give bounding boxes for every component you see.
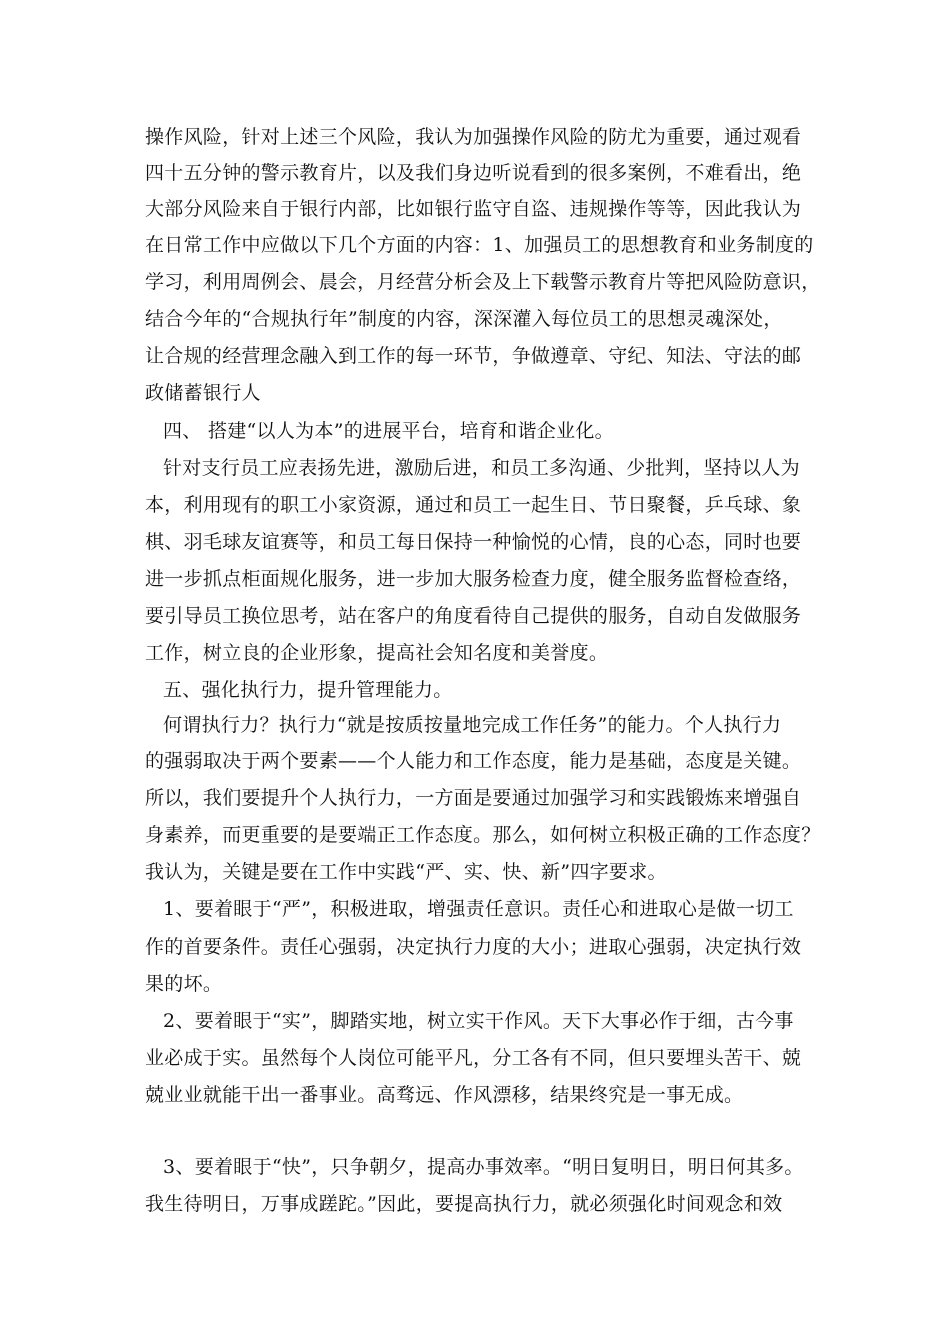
text-line: 政储蓄银行人 — [145, 382, 261, 404]
text-line: 操作风险，针对上述三个风险，我认为加强操作风险的防尤为重要，通过观看 — [145, 126, 802, 148]
text-line: 我生待明日，万事成蹉跎。”因此，要提高执行力，就必须强化时间观念和效 — [145, 1193, 783, 1215]
text-line: 针对支行员工应表扬先进，激励后进，和员工多沟通、少批判，坚持以人为 — [163, 457, 800, 479]
text-line: 果的坏。 — [145, 973, 223, 995]
text-line: 工作，树立良的企业形象，提高社会知名度和美誉度。 — [145, 642, 609, 664]
text-line: 作的首要条件。责任心强弱，决定执行力度的大小；进取心强弱，决定执行效 — [145, 936, 802, 958]
text-line: 学习，利用周例会、晨会，月经营分析会及上下载警示教育片等把风险防意识， — [145, 271, 821, 293]
text-line: 四十五分钟的警示教育片，以及我们身边听说看到的很多案例，不难看出，绝 — [145, 162, 802, 184]
text-line: 的强弱取决于两个要素——个人能力和工作态度，能力是基础，态度是关键。 — [145, 750, 802, 772]
text-line: 进一步抓点柜面规化服务，进一步加大服务检查力度，健全服务监督检查络， — [145, 568, 802, 590]
text-line: 要引导员工换位思考，站在客户的角度看待自己提供的服务，自动自发做服务 — [145, 605, 802, 627]
text-line: 业必成于实。虽然每个人岗位可能平凡，分工各有不同，但只要埋头苦干、兢 — [145, 1047, 802, 1069]
text-line: 1、要着眼于“严”，积极进取，增强责任意识。责任心和进取心是做一切工 — [163, 898, 794, 920]
text-line: 身素养，而更重要的是要端正工作态度。那么，如何树立积极正确的工作态度？ — [145, 824, 821, 846]
text-line: 何谓执行力？执行力“就是按质按量地完成工作任务”的能力。个人执行力 — [163, 714, 782, 736]
text-line: 本，利用现有的职工小家资源，通过和员工一起生日、节日聚餐，乒乓球、象 — [145, 494, 802, 516]
text-line: 我认为，关键是要在工作中实践“严、实、快、新”四字要求。 — [145, 861, 667, 883]
text-line: 在日常工作中应做以下几个方面的内容：1、加强员工的思想教育和业务制度的 — [145, 234, 814, 256]
section-heading: 五、强化执行力，提升管理能力。 — [163, 679, 453, 701]
text-line: 所以，我们要提升个人执行力，一方面是要通过加强学习和实践锻炼来增强自 — [145, 787, 802, 809]
text-line: 2、要着眼于“实”，脚踏实地，树立实干作风。天下大事必作于细，古今事 — [163, 1010, 794, 1032]
text-line: 结合今年的“合规执行年”制度的内容，深深灌入每位员工的思想灵魂深处， — [145, 308, 783, 330]
text-line: 大部分风险来自于银行内部，比如银行监守自盗、违规操作等等，因此我认为 — [145, 198, 802, 220]
text-line: 3、要着眼于“快”，只争朝夕，提高办事效率。“明日复明日，明日何其多。 — [163, 1156, 804, 1178]
text-line: 棋、羽毛球友谊赛等，和员工每日保持一种愉悦的心情，良的心态，同时也要 — [145, 531, 802, 553]
text-line: 兢业业就能干出一番事业。高骛远、作风漂移，结果终究是一事无成。 — [145, 1084, 744, 1106]
text-line: 让合规的经营理念融入到工作的每一环节，争做遵章、守纪、知法、守法的邮 — [145, 345, 802, 367]
section-heading: 四、 搭建“以人为本”的进展平台，培育和谐企业化。 — [163, 420, 614, 442]
